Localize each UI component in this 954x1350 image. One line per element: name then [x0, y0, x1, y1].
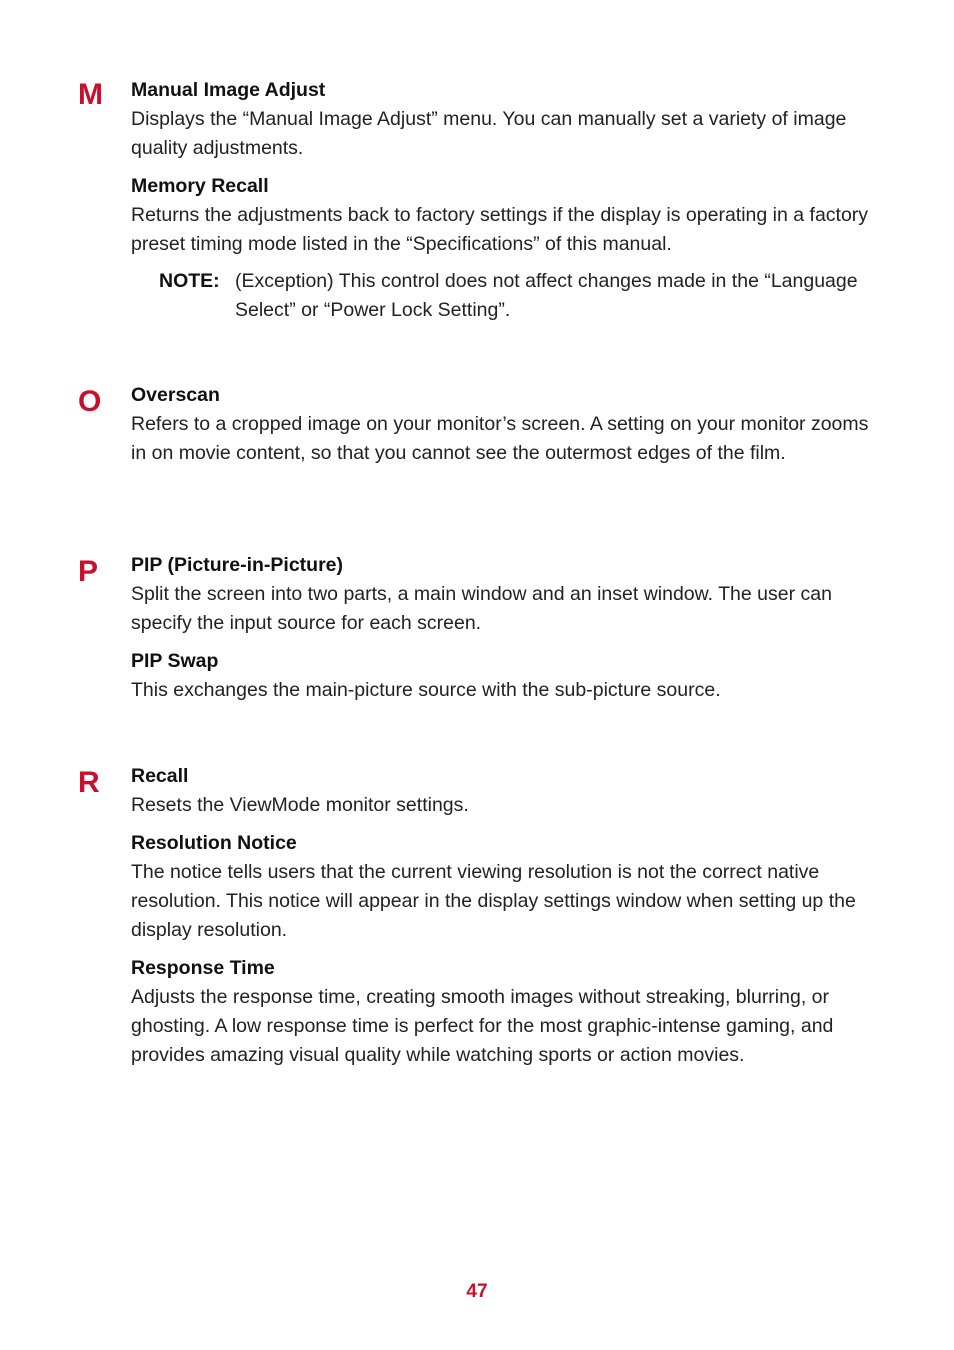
entry-description: Displays the “Manual Image Adjust” menu. You can manually set a variety of image quality adjustments. — [131, 108, 847, 159]
section-entries — [131, 762, 881, 1079]
glossary-entry — [131, 381, 881, 468]
glossary-entry — [131, 762, 881, 820]
section-letter: O — [78, 385, 102, 418]
entry-term: PIP Swap — [131, 650, 219, 672]
note-text: (Exception) This control does not affect changes made in the “Language Select” or “Power Lock Setting”. — [235, 270, 858, 321]
entry-description: Refers to a cropped image on your monitor’s screen. A setting on your monitor zooms in on movie content, so that you cannot see the outermost edges of the film. — [131, 413, 869, 464]
entry-term: Resolution Notice — [131, 832, 297, 854]
glossary-entry — [131, 76, 881, 163]
entry-term: Response Time — [131, 957, 275, 979]
entry-term: Recall — [131, 765, 189, 787]
entry-description: Resets the ViewMode monitor settings. — [131, 794, 469, 816]
entry-description: Returns the adjustments back to factory settings if the display is operating in a factory preset timing mode listed in the “Specifications” of this manual. — [131, 204, 869, 255]
note-label: NOTE: — [159, 270, 220, 292]
glossary-entry — [131, 647, 881, 705]
glossary-entry — [131, 829, 881, 945]
entry-description: The notice tells users that the current viewing resolution is not the correct native resolution. This notice will appear in the display settings window when setting up the display resolution. — [131, 861, 856, 941]
section-letter: R — [78, 766, 100, 799]
section-letter: M — [78, 78, 103, 111]
entry-term: Overscan — [131, 384, 220, 406]
entry-description: Adjusts the response time, creating smooth images without streaking, blurring, or ghosting. A low response time is perfect for the most graphic-intense gaming, and provides amazing visual quality while watching sports or action movies. — [131, 986, 834, 1066]
entry-term: Manual Image Adjust — [131, 79, 326, 101]
glossary-entry — [131, 954, 881, 1070]
entry-note — [131, 267, 881, 325]
glossary-entry — [131, 551, 881, 638]
section-letter: P — [78, 555, 99, 588]
section-entries — [131, 381, 881, 477]
glossary-entry — [131, 172, 881, 325]
entry-description: Split the screen into two parts, a main window and an inset window. The user can specify the input source for each screen. — [131, 583, 832, 634]
section-entries — [131, 76, 881, 334]
entry-term: Memory Recall — [131, 175, 269, 197]
entry-term: PIP (Picture-in-Picture) — [131, 554, 344, 576]
entry-description: This exchanges the main-picture source with the sub-picture source. — [131, 679, 721, 701]
page-number: 47 — [466, 1281, 488, 1302]
section-entries — [131, 551, 881, 714]
